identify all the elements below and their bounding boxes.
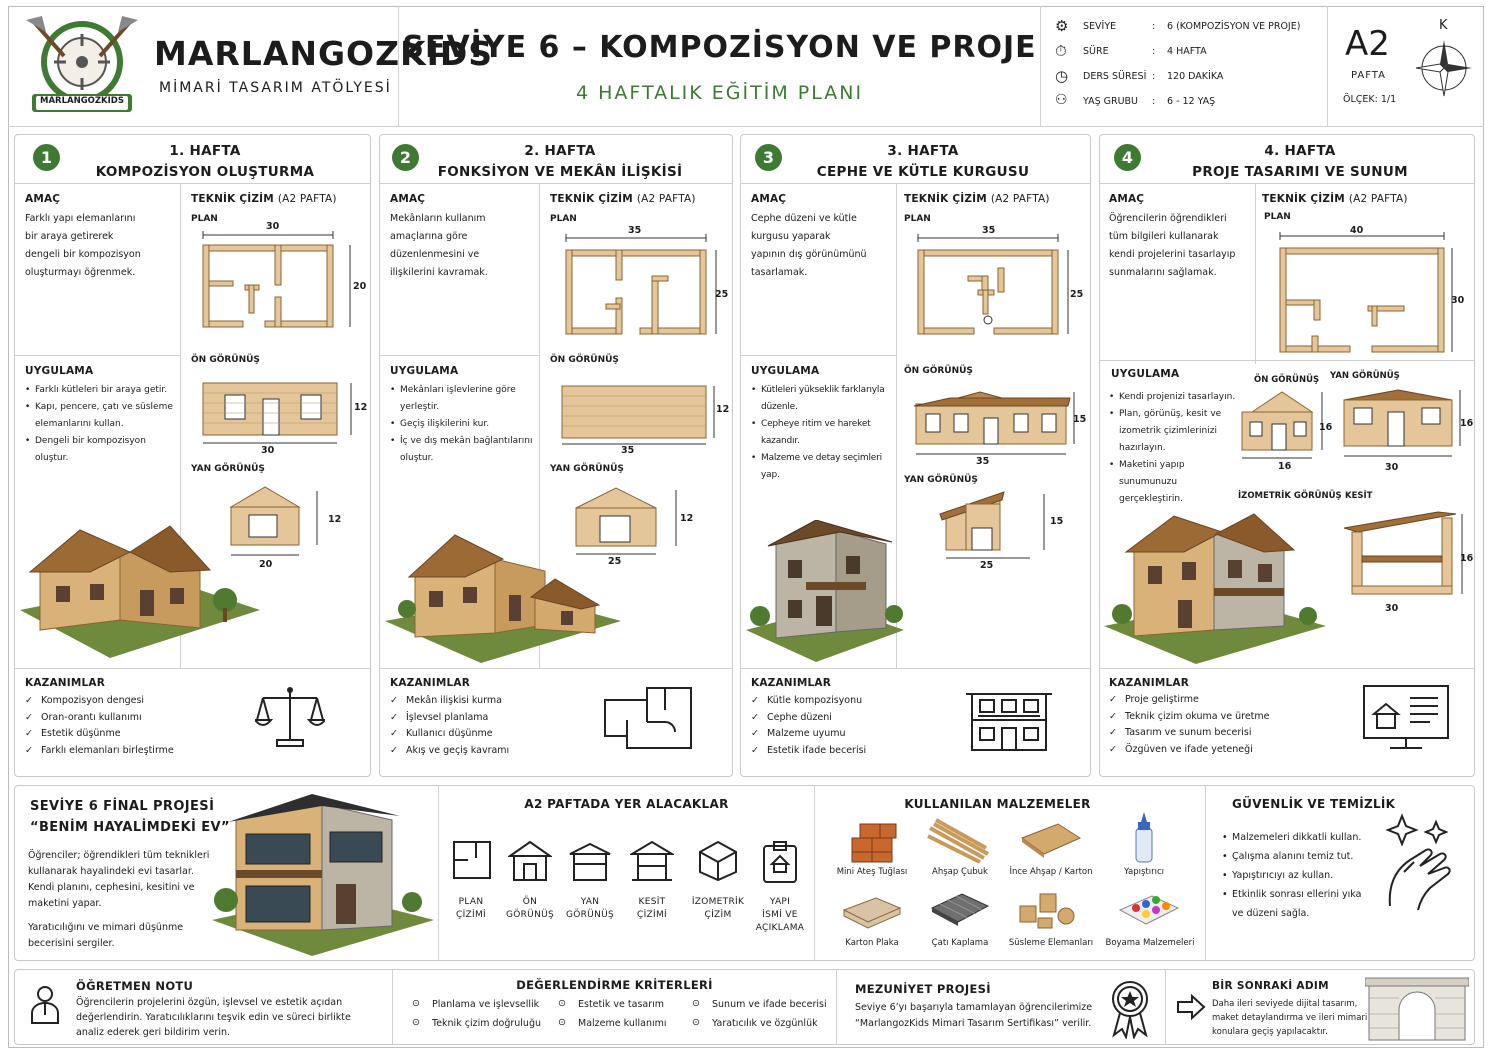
teknik-heading: TEKNİK ÇİZİM (A2 PAFTA)	[904, 193, 1050, 205]
award-medal-icon	[1108, 979, 1152, 1039]
amac-heading: AMAÇ	[751, 193, 787, 205]
uygulama-heading: UYGULAMA	[1111, 368, 1180, 380]
scale-label	[1343, 94, 1396, 105]
paint-supplies-icon	[1116, 890, 1182, 936]
building-facade-icon	[966, 686, 1052, 752]
hand-washing-icon	[1380, 812, 1460, 916]
house-model-illustration	[746, 520, 906, 665]
side-view-icon	[568, 840, 612, 882]
kids-icon: ⚇	[1055, 92, 1068, 108]
yan-label: YAN GÖRÜNÜŞ	[1330, 371, 1400, 381]
info-label: DERS SÜRESİ	[1083, 71, 1147, 82]
uygulama-list: • Mekânları işlevlerine göre yerleştir. • Geçiş ilişkilerini kur. • İç ve dış mekân bağlantılarını oluştur.	[390, 382, 535, 467]
material-label: Mini Ateş Tuğlası	[836, 867, 908, 877]
kazanim-list: ✓ Proje geliştirme ✓ Teknik çizim okuma ve üretme ✓ Tasarım ve sunum becerisi ✓ Özgüven ve ifade yeteneği	[1109, 692, 1309, 758]
material-label: Ahşap Çubuk	[932, 867, 988, 877]
plan-label: PLAN	[550, 214, 577, 224]
north-label: K	[1439, 18, 1448, 33]
uygulama-list: • Kütleleri yükseklik farklarıyla düzenle. • Cepheye ritim ve hareket kazandır. • Malzeme ve detay seçimleri yap.	[751, 382, 893, 484]
teknik-heading: TEKNİK ÇİZİM (A2 PAFTA)	[550, 193, 696, 205]
header-divider	[1327, 6, 1328, 126]
teacher-icon	[30, 985, 60, 1025]
isometric-cube-icon	[696, 840, 740, 882]
a2-item-label: İZOMETRİK ÇİZİM	[691, 897, 745, 920]
info-list	[1055, 17, 1325, 117]
a2-item-label: YAPI İSMİ VE AÇIKLAMA	[755, 897, 805, 933]
safety-title: GÜVENLİK VE TEMİZLİK	[1232, 797, 1396, 811]
material-label: İnce Ahşap / Karton	[1009, 867, 1093, 877]
info-sep: :	[1152, 71, 1156, 82]
on-label: ÖN GÖRÜNÜŞ	[904, 366, 973, 376]
uygulama-list: • Farklı kütleleri bir araya getir. • Kapı, pencere, çatı ve süsleme elemanlarını kullan. • Dengeli bir kompozisyon oluştur.	[25, 382, 175, 467]
brand-name-text: MARLANGOZKIDS	[154, 34, 494, 73]
plan-label: PLAN	[191, 214, 218, 224]
kazanim-list: ✓ Kütle kompozisyonu ✓ Cephe düzeni ✓ Malzeme uyumu ✓ Estetik ifade becerisi	[751, 693, 941, 759]
kazanim-heading: KAZANIMLAR	[25, 677, 106, 689]
house-model-illustration	[1104, 510, 1329, 666]
graduation-title: MEZUNİYET PROJESİ	[855, 982, 991, 996]
kazanim-list: ✓ Kompozisyon dengesi ✓ Oran-orantı kullanımı ✓ Estetik düşünme ✓ Farklı elemanları birleştirme	[25, 693, 215, 759]
plan-label: PLAN	[904, 214, 931, 224]
material-label: Yapıştırıcı	[1123, 867, 1164, 877]
teknik-heading: TEKNİK ÇİZİM (A2 PAFTA)	[1262, 193, 1408, 205]
cardboard-plate-icon	[840, 892, 904, 932]
info-label: SEVİYE	[1083, 21, 1117, 32]
front-view-drawing	[195, 377, 370, 452]
info-row	[1055, 42, 1325, 67]
graduation-text: Seviye 6’yı başarıyla tamamlayan öğrencilerimize “MarlangozKids Mimari Tasarım Sertifikası” verilir.	[855, 1002, 1093, 1029]
stopwatch-icon: ⏱	[1055, 42, 1067, 60]
brick-material-icon	[846, 816, 902, 864]
teacher-note-text: Öğrencilerin projelerini özgün, işlevsel ve estetik açıdan değerlendirin. Yaratıcılıklarını teşvik edin ve süreci birlikte analiz ederek geri bildirim verin.	[76, 997, 351, 1038]
a2-item-label: ÖN GÖRÜNÜŞ	[505, 897, 555, 920]
final-project-title: SEVİYE 6 FİNAL PROJESİ “BENİM HAYALİMDEKİ EV”	[30, 799, 230, 835]
info-sep: :	[1152, 96, 1156, 107]
week-title: 3. HAFTA CEPHE VE KÜTLE KURGUSU	[816, 143, 1030, 180]
teacher-note-title: ÖĞRETMEN NOTU	[76, 979, 194, 993]
check-circle-icon: ⊙	[412, 998, 420, 1009]
final-project-text: Öğrenciler; öğrendikleri tüm teknikleri kullanarak hayalindeki evi tasarlar. Kendi planını, cephesini, kesitini ve maketini yapar. Yaratıcılığını ve mimari düşünme becerisini sergiler.	[28, 850, 210, 949]
a2-item-label: KESİT ÇİZİMİ	[637, 897, 667, 920]
criteria-grid	[412, 998, 832, 1038]
uygulama-heading: UYGULAMA	[25, 365, 94, 377]
material-label: Boyama Malzemeleri	[1105, 938, 1195, 948]
on-label: ÖN GÖRÜNÜŞ	[191, 355, 260, 365]
wood-stick-icon	[926, 818, 990, 864]
arrow-right-icon	[1176, 994, 1206, 1020]
check-circle-icon: ⊙	[558, 998, 566, 1009]
info-value: 6 - 12 YAŞ	[1167, 96, 1216, 107]
header-divider	[1040, 6, 1041, 126]
a2-items	[444, 840, 814, 940]
stone-arch-icon	[1365, 976, 1469, 1042]
balance-scale-icon	[255, 684, 325, 750]
week-number-badge: 4	[1114, 144, 1141, 171]
info-row	[1055, 67, 1325, 92]
logo-badge-text: MARLANGOZKIDS	[40, 96, 124, 106]
criteria-item: Sunum ve ifade becerisi	[712, 999, 827, 1010]
criteria-item: Yaratıcılık ve özgünlük	[712, 1018, 818, 1029]
criteria-title: DEĞERLENDİRME KRİTERLERİ	[516, 978, 713, 992]
materials-grid	[828, 812, 1200, 956]
section-drawing	[1338, 508, 1468, 600]
front-view-icon	[508, 840, 552, 882]
brand-subtitle: MİMARİ TASARIM ATÖLYESİ	[159, 80, 392, 96]
kazanim-list: ✓ Mekân ilişkisi kurma ✓ İşlevsel planlama ✓ Kullanıcı düşünme ✓ Akış ve geçiş kavramı	[390, 693, 580, 759]
next-step-title: BİR SONRAKİ ADIM	[1212, 980, 1329, 992]
uygulama-list: • Kendi projenizi tasarlayın. • Plan, görünüş, kesit ve izometrik çizimlerinizi hazırlayın. • Maketini yapıp sunumunuzu gerçekleştirin.	[1109, 389, 1239, 508]
yan-label: YAN GÖRÜNÜŞ	[904, 475, 978, 485]
amac-heading: AMAÇ	[25, 193, 61, 205]
floor-plan-icon	[603, 686, 693, 750]
front-view-drawing	[910, 388, 1088, 458]
plan-icon	[452, 840, 492, 882]
a2-title: A2 PAFTADA YER ALACAKLAR	[524, 797, 729, 811]
house-model-illustration	[20, 510, 265, 660]
material-label: Çatı Kaplama	[931, 938, 989, 948]
front-view-drawing	[556, 380, 731, 450]
info-label: SÜRE	[1083, 46, 1109, 57]
teknik-heading: TEKNİK ÇİZİM (A2 PAFTA)	[191, 193, 337, 205]
criteria-item: Estetik ve tasarım	[578, 999, 665, 1010]
kazanim-heading: KAZANIMLAR	[751, 677, 832, 689]
uygulama-heading: UYGULAMA	[751, 365, 820, 377]
criteria-item: Teknik çizim doğruluğu	[432, 1018, 541, 1029]
dream-house-illustration	[212, 790, 436, 958]
roof-cover-icon	[928, 890, 992, 932]
materials-title: KULLANILAN MALZEMELER	[904, 797, 1091, 811]
page-subtitle: 4 HAFTALIK EĞİTİM PLANI	[575, 82, 864, 104]
check-circle-icon: ⊙	[692, 998, 700, 1009]
amac-text: Cephe düzeni ve kütle kurgusu yaparak yapının dış görünümünü tasarlamak.	[751, 213, 867, 278]
amac-heading: AMAÇ	[1109, 193, 1145, 205]
criteria-item: Malzeme kullanımı	[578, 1018, 667, 1029]
house-model-illustration	[385, 525, 625, 665]
decoration-elements-icon	[1016, 888, 1086, 934]
a2-item-label: PLAN ÇİZİMİ	[456, 897, 486, 920]
on-label: ÖN GÖRÜNÜŞ	[550, 355, 619, 365]
material-label: Süsleme Elemanları	[1008, 938, 1094, 948]
info-row	[1055, 92, 1325, 117]
thin-wood-sheet-icon	[1018, 820, 1084, 864]
glue-bottle-icon	[1130, 812, 1158, 866]
info-row	[1055, 17, 1325, 42]
a2-item-label: YAN GÖRÜNÜŞ	[565, 897, 615, 920]
gear-icon: ⚙	[1055, 17, 1069, 35]
info-value: 120 DAKİKA	[1167, 71, 1224, 82]
plan-drawing	[195, 225, 370, 335]
week-title: 2. HAFTA FONKSİYON VE MEKÂN İLİŞKİSİ	[437, 143, 683, 180]
week-number-badge: 2	[392, 144, 419, 171]
clock-icon: ◷	[1055, 67, 1069, 85]
info-label: YAŞ GRUBU	[1083, 96, 1139, 107]
compass-icon	[1414, 38, 1474, 98]
scale-value: 1/1	[1380, 94, 1397, 105]
izo-label: İZOMETRİK GÖRÜNÜŞ	[1238, 491, 1342, 501]
kazanim-heading: KAZANIMLAR	[1109, 677, 1190, 689]
criteria-item: Planlama ve işlevsellik	[432, 999, 540, 1010]
check-circle-icon: ⊙	[558, 1017, 566, 1028]
next-step-text: Daha ileri seviyede dijital tasarım, maket detaylandırma ve ileri mimari konulara geçiş yapılacaktır.	[1212, 999, 1368, 1037]
info-sep: :	[1152, 21, 1156, 32]
amac-text: Öğrencilerin öğrendikleri tüm bilgileri kullanarak kendi projelerini tasarlayıp sunmalarını sağlamak.	[1109, 213, 1236, 278]
scale-label-text: ÖLÇEK:	[1343, 94, 1378, 105]
check-circle-icon: ⊙	[692, 1017, 700, 1028]
safety-list: • Malzemeleri dikkatli kullan. • Çalışma alanını temiz tut. • Yapıştırıcıyı az kullan. • Etkinlik sonrası ellerini yıka ve düzeni sağla.	[1222, 828, 1372, 923]
info-value: 4 HAFTA	[1167, 46, 1207, 57]
amac-text: Farklı yapı elemanlarını bir araya getirerek dengeli bir kompozisyon oluşturmayı öğrenmek.	[25, 213, 141, 278]
presentation-board-icon	[1360, 684, 1452, 750]
kesit-label: KESİT	[1345, 491, 1373, 501]
on-label: ÖN GÖRÜNÜŞ	[1254, 375, 1320, 385]
plan-drawing	[908, 228, 1086, 346]
material-label: Karton Plaka	[845, 938, 899, 948]
plan-label: PLAN	[1264, 212, 1291, 222]
week-title: 4. HAFTA PROJE TASARIMI VE SUNUM	[1192, 143, 1408, 180]
info-sep: :	[1152, 46, 1156, 57]
pafta-label: PAFTA	[1351, 70, 1386, 81]
yan-label: YAN GÖRÜNÜŞ	[550, 464, 624, 474]
plan-drawing	[556, 228, 731, 343]
amac-text: Mekânların kullanım amaçlarına göre düzenlenmesini ve ilişkilerini kavramak.	[390, 213, 488, 278]
pafta-size: A2	[1345, 24, 1390, 64]
header-bottom-line	[8, 126, 1484, 127]
clipboard-icon	[760, 840, 800, 884]
info-value: 6 (KOMPOZİSYON VE PROJE)	[1167, 21, 1301, 32]
check-circle-icon: ⊙	[412, 1017, 420, 1028]
page-title: SEVİYE 6 – KOMPOZİSYON VE PROJE	[402, 30, 1037, 65]
uygulama-heading: UYGULAMA	[390, 365, 459, 377]
plan-drawing	[1272, 226, 1472, 356]
section-icon	[630, 840, 674, 882]
amac-heading: AMAÇ	[390, 193, 426, 205]
week-number-badge: 1	[33, 144, 60, 171]
week-number-badge: 3	[755, 144, 782, 171]
side-view-drawing	[1338, 386, 1468, 462]
kazanim-heading: KAZANIMLAR	[390, 677, 471, 689]
week-title: 1. HAFTA KOMPOZİSYON OLUŞTURMA	[95, 143, 315, 180]
yan-label: YAN GÖRÜNÜŞ	[191, 464, 265, 474]
